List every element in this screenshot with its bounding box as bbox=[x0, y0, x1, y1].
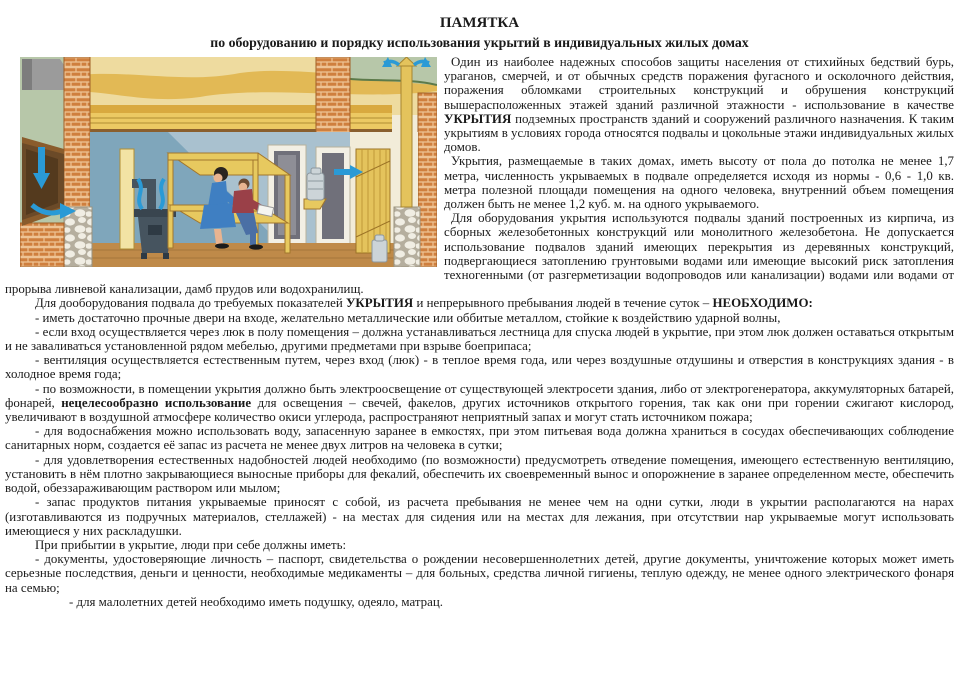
paragraph-11: - запас продуктов питания укрываемые приносят с собой, из расчета пребывания не менее чем на одни сутки, люди в укрытии располагаются на нарах (изготавливаются из подручных материалов, стеллажей) - на местах для сидения или на местах для лежания, при отсутствии нар укрываемые могут использовать имеющиеся у них раскладушки. bbox=[5, 495, 954, 538]
shelter-cutaway-svg bbox=[20, 57, 437, 267]
shelter-cutaway-illustration bbox=[20, 57, 437, 267]
paragraph-1: Один из наиболее надежных способов защиты населения от стихийных бедствий бурь, ураганов, смерчей, и от обычных средств поражения фугасного и осколочного действия, поражения обломками строительных конструкций и обрушения конструкций вышерасположенных этажей зданий различной этажности - использование в качестве УКРЫТИЯ подземных пространств зданий и сооружений различного назначения. К таким укрытиям в условиях города относятся подвалы и цокольные этажи индивидуальных жилых домов. bbox=[444, 55, 954, 155]
page-title: ПАМЯТКА bbox=[439, 15, 520, 31]
paragraph-9: - для водоснабжения можно использовать воду, запасенную заранее в емкостях, при этом питьевая вода должна храниться в сосудах обеспечивающих соблюдение санитарных норм, создается её запас из расчета не менее двух литров на человека в сутки; bbox=[5, 424, 954, 453]
brick-pillar-left bbox=[64, 57, 90, 209]
page-subtitle: по оборудованию и порядку использования укрытий в индивидуальных жилых домах bbox=[210, 35, 749, 50]
brick-base-left bbox=[20, 223, 64, 267]
paragraph-4: Для дооборудования подвала до требуемых показателей УКРЫТИЯ и непрерывного пребывания людей в течение суток – НЕОБХОДИМО: bbox=[35, 296, 813, 311]
stone-foundation-left bbox=[64, 207, 92, 267]
paragraph-6: - если вход осуществляется через люк в полу помещения – должна устанавливаться лестница для спуска людей в укрытие, при этом люк должен оставаться открытым и не заваливаться установленной рядом мебелью, другими предметами при взрыве боеприпаса; bbox=[5, 324, 954, 354]
milk-can bbox=[304, 168, 326, 209]
wooden-door bbox=[356, 149, 390, 253]
brick-wall-right bbox=[418, 93, 437, 267]
stove-duct bbox=[120, 149, 134, 249]
paragraph-5: - иметь достаточно прочные двери на входе, желательно металлические или оббитые металлом, стойкие к воздействию ударной волны, bbox=[35, 310, 781, 325]
paragraph-2: Укрытия, размещаемые в таких домах, иметь высоту от пола до потолка не менее 1,7 метра, численность укрываемых в подвале определяется исходя из нормы - 0,6 - 1,0 кв. метра полезной площади помещения на одного человека, внутренний объем помещения должен быть не менее 1,2 куб. м. на одного укрываемого. bbox=[444, 154, 954, 212]
stone-foundation-right bbox=[394, 207, 420, 267]
paragraph-10: - для удовлетворения естественных надобностей людей необходимо (по возможности) предусмотреть отведение помещения, имеющего естественную вентиляцию, установить в нём плотно закрывающиеся выносные приборы для фекалий, обеспечить их своевременный вынос и опорожнение в заранее определенном месте, обеспечить водой, обеззараживающим раствором или мылом; bbox=[5, 452, 954, 496]
paragraph-8: - по возможности, в помещении укрытия должно быть электроосвещение от существующей электросети здания, либо от электрогенератора, аккумуляторных батарей, фонарей, нецелесообразно использование для освещения – свечей, факелов, других источников открытого горения, так как они при горении сжигают кислород, увеличивают в воздушной атмосфере количество окиси углерода, распространяют неприятный запах и могут стать источником пожара; bbox=[5, 381, 954, 425]
paragraph-12: При прибытии в укрытие, люди при себе должны иметь: bbox=[35, 537, 347, 552]
paragraph-3: Для оборудования укрытия используются подвалы зданий построенных из кирпича, из сборных железобетонных конструкций или монолитного железобетона. Не допускается использование подвалов зданий имеющих перекрытия из деревянных конструкций, подвергающиеся затоплению грунтовыми водами или имеющие высокий риск затопления техногенными (от разгерметизации водопроводов или канализации) водами или водами от прорыва ливневой канализации, дамб прудов или водохранилищ. bbox=[5, 211, 954, 297]
paragraph-7: - вентиляция осуществляется естественным путем, через вход (люк) - в теплое время года, или через воздушные отдушины и отверстия в конструкциях здания - в холодное время года; bbox=[5, 353, 954, 382]
paragraph-14: - для малолетних детей необходимо иметь подушку, одеяло, матрац. bbox=[69, 594, 443, 609]
paragraph-13: - документы, удостоверяющие личность – паспорт, свидетельства о рождении несовершеннолетних детей, другие документы, уничтожение которых может иметь серьезные последствия, деньги и ценности, необходимые медикаменты – для больных, средства личной гигиены, теплую одежду, не менее одного электрического фонаря на семью; bbox=[5, 552, 954, 595]
document-paragraphs bbox=[5, 55, 954, 609]
